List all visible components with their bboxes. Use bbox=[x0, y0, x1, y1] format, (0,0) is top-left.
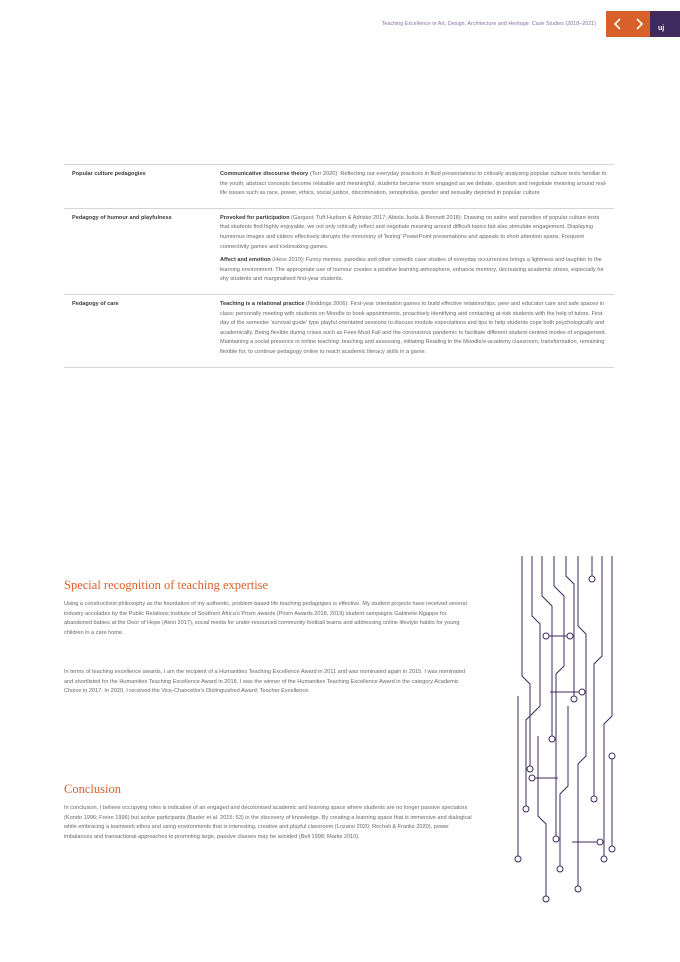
circuit-decoration bbox=[512, 556, 622, 916]
body-paragraph: Using a constructivist philosophy as the foundation of my authentic, problem-based life teaching pedagogies is effective. My student projects have received several industry accolades by the Public Relations Institute of Southern Africa's Prism awards (Prism Awards 2018, 2019) student campaigns Gabinete-Ngappe for abandoned babies at the Door of Hope (Alexi 2017), social media for under-resourced community football teams and addressing online lifestyle habits for young children in a care home. bbox=[64, 601, 467, 636]
previous-page-button[interactable] bbox=[606, 11, 629, 37]
row-description bbox=[216, 208, 614, 294]
body-paragraph: In conclusion, I believe occupying roles is indicative of an engaged and decolonised academic and learning space where students are no longer passive spectators (Kondo 1996; Freire 1996) but active participants (Baxter et al. 2015; 53) in the discovery of knowledge. By creating a learning space that is immersive and dialogical while embracing a teamwork ethos and using environments that is interesting, creative and playful classroom (Lozano 2020; Rocheli & Franks 2020), power imbalances and transactional approaches to promoting large, passive classes may be avoided (Bell 1998; Marks 2010). bbox=[64, 805, 472, 840]
table-row bbox=[64, 208, 614, 294]
description-paragraph bbox=[220, 300, 610, 358]
description-paragraph bbox=[220, 214, 610, 252]
logo: uj bbox=[650, 11, 680, 37]
description-text: (Noddings 2006): First-year orientation games to build effective relationships, peer and educator care and safe spaces in class; personally meeting with students on Moodle to book appointments, proactively identifying and contacting at-risk students with the help of tutors. First day of the semester 'survival guide' type playful orientated sessions to discuss module expectations and tips to help students cope both psychologically and academically. Being flexible during crises such as Fees Must Fall and the coronavirus pandemic to facilitate different student-centred modes of engagement. Maintaining a social presence in online teaching: teaching and assessing, initiating Reading in the Moodle/e-academy classroom, transformation, remaining flexible for, to continue pedagogy online to reach academic literacy skills in a game. bbox=[220, 300, 607, 355]
row-label: Pedagogy of care bbox=[72, 300, 119, 307]
description-text: (Gargani; Tuft Hudson & Adrisko 2017; Abiola Juola & Bennett 2018): Drawing on satire and parodies of popular culture texts that students find highly enjoyable, we not only critically reflect and negotiate meaning around difficult topics but also stimulate engagement. Displaying humorous images and videos effectively disrupts the monotony of 'boring' PowerPoint presentations and appeals to short attention spans. Frequent connectivity games and icebreaking games. bbox=[220, 214, 600, 250]
description-paragraph bbox=[220, 170, 610, 199]
row-label: Pedagogy of humour and playfulness bbox=[72, 214, 172, 221]
chevron-right-icon bbox=[634, 18, 644, 30]
description-lead: Provoked for participation bbox=[220, 214, 290, 221]
running-header: Teaching Excellence in Art, Design, Architecture and Heritage: Case Studies (2018–2021) bbox=[381, 21, 596, 27]
description-paragraph bbox=[220, 256, 610, 285]
section-heading: Conclusion bbox=[64, 782, 121, 796]
description-text: (Torr 2020): Reflecting our everyday practices in fluid presentations to critically analysing popular culture texts familiar to the youth; abstract concepts become relatable and meaningful, students became more engaged as we debate, question and negotiate meaning around real-life issues such as race, power, ethics, social justice, discrimination, xenophobia, gender and sexuality depicted in popular culture. bbox=[220, 171, 607, 197]
pedagogy-table bbox=[64, 164, 614, 368]
row-label: Popular culture pedagogies bbox=[72, 171, 146, 177]
description-text: (Hess 2010): Funny memes, parodies and other comedic case studies of everyday occurrences brings a lightness and laughter to the learning environment. The appropriate use of humour creates a positive learning atmosphere, enhance memory, decreasing academic stress, especially for shy students and marginalised first-year students. bbox=[220, 257, 604, 283]
chevron-left-icon bbox=[613, 18, 623, 30]
row-description bbox=[216, 165, 614, 209]
description-lead: Affect and emotion bbox=[220, 257, 271, 264]
description-lead: Teaching is a relational practice bbox=[220, 300, 305, 307]
section-heading: Special recognition of teaching expertise bbox=[64, 578, 269, 592]
row-description bbox=[216, 294, 614, 367]
body-paragraph: In terms of teaching excellence awards, I am the recipient of a Humanities Teaching Excellence Award in 2011 and was nominated again in 2015. I was nominated and shortlisted for the Humanities Teaching Excellence Award in 2018. I was the winner of the Humanities Teaching Excellence Award in the category Academic Choice in 2017. In 2020, I received the Vice-Chancellor's Distinguished Award: Teacher Excellence. bbox=[64, 669, 466, 695]
table-row bbox=[64, 294, 614, 367]
table-row bbox=[64, 165, 614, 209]
next-page-button[interactable] bbox=[627, 11, 650, 37]
description-lead: Communicative discourse theory bbox=[220, 171, 309, 177]
